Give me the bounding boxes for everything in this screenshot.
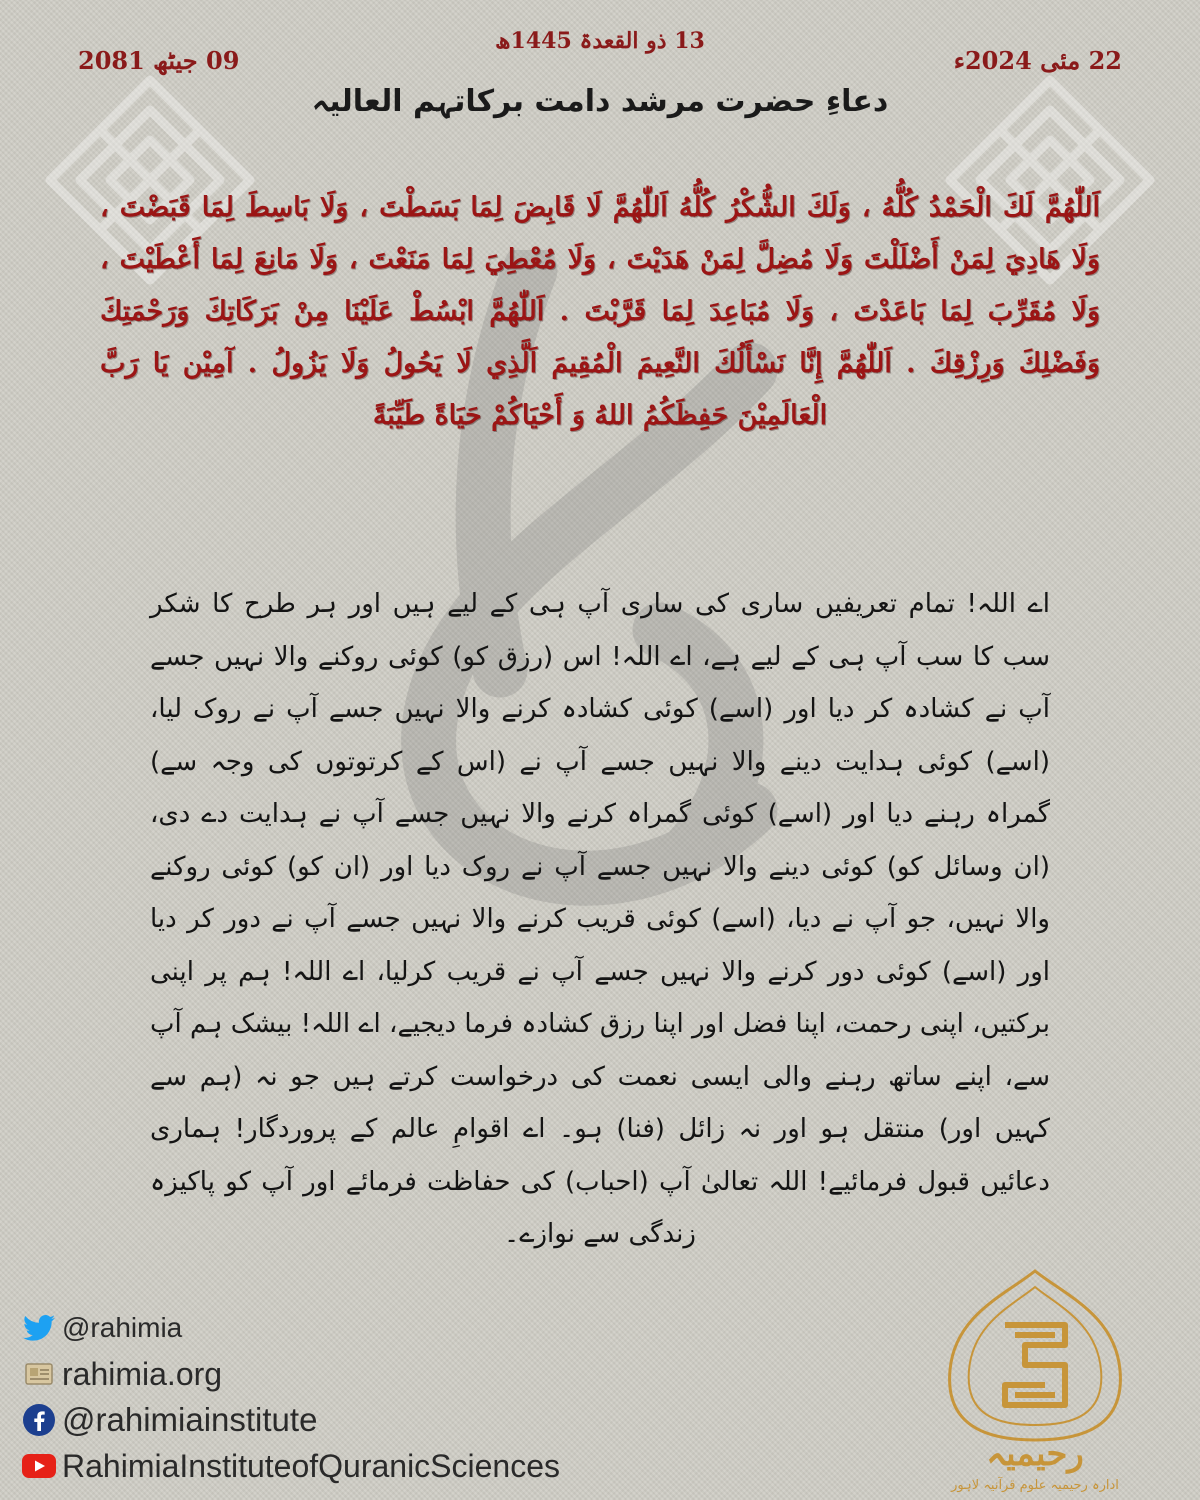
- logo-wordmark: رحیمیہ: [986, 1434, 1084, 1474]
- twitter-bird-icon: [22, 1311, 56, 1345]
- facebook-link[interactable]: [22, 1397, 722, 1443]
- social-links: [22, 1305, 722, 1489]
- facebook-icon: [22, 1403, 56, 1437]
- twitter-handle: @rahimia: [62, 1312, 183, 1343]
- rahimia-institute-logo: [905, 1265, 1165, 1495]
- web-icon: [22, 1357, 56, 1391]
- logo-subtitle: ادارہ رحیمیہ علوم قرآنیہ لاہور: [951, 1478, 1119, 1493]
- dua-arabic-text: اَللّٰهُمَّ لَكَ الْحَمْدُ كُلُّهُ ، وَلَكَ الشُّكْرُ كُلُّهُ اَللّٰهُمَّ لَا قَابِضَ لِمَا بَسَطْتَ ، وَلَا بَاسِطَ لِمَا قَبَضْتَ ، وَلَا هَادِيَ لِمَنْ أَضْلَلْتَ وَلَا مُضِلَّ لِمَنْ هَدَيْتَ ، وَلَا مُعْطِيَ لِمَا مَنَعْتَ ، وَلَا مَانِعَ لِمَا أَعْطَيْتَ ، وَلَا مُقَرِّبَ لِمَا بَاعَدْتَ ، وَلَا مُبَاعِدَ لِمَا قَرَّبْتَ . اَللّٰهُمَّ ابْسُطْ عَلَيْنَا مِنْ بَرَكَاتِكَ وَرَحْمَتِكَ وَفَضْلِكَ وَرِزْقِكَ . اَللّٰهُمَّ إِنَّا نَسْأَلُكَ النَّعِيمَ الْمُقِيمَ اَلَّذِي لَا يَحُولُ وَلَا يَزُولُ . آمِيْن يَا رَبَّ الْعَالَمِيْنَ حَفِظَكُمُ اللهُ وَ أَحْيَاكُمْ حَيَاةً طَيِّبَةً: [100, 192, 1100, 431]
- twitter-link[interactable]: [22, 1305, 722, 1351]
- page-title: دعاءِ حضرت مرشد دامت برکاتہم العالیہ: [311, 84, 889, 119]
- gregorian-date: 22 مئی 2024ء: [953, 46, 1122, 75]
- hijri-date: 13 ذو القعدۃ 1445ھ: [495, 28, 705, 54]
- youtube-link[interactable]: [22, 1443, 722, 1489]
- youtube-channel: RahimiaInstituteofQuranicSciences: [62, 1447, 561, 1484]
- website-link[interactable]: [22, 1351, 722, 1397]
- website-url: rahimia.org: [62, 1355, 223, 1392]
- urdu-translation: اے اللہ! تمام تعریفیں ساری کی ساری آپ ہی کے لیے ہیں اور ہر طرح کا شکر سب کا سب آپ ہی کے لیے ہے، اے اللہ! اس (رزق کو) کوئی روکنے والا نہیں جسے آپ نے کشادہ کر دیا اور (اسے) کوئی کشادہ کرنے والا نہیں جسے آپ نے روک لیا، (اسے) کوئی ہدایت دینے والا نہیں جسے آپ نے (اس کے کرتوتوں کی وجہ سے) گمراہ رہنے دیا اور (اسے) کوئی گمراہ کرنے والا نہیں جسے آپ نے ہدایت دے دی، (ان وسائل کو) کوئی دینے والا نہیں جسے آپ نے روک دیا اور (ان کو) کوئی روکنے والا نہیں، جو آپ نے دیا، (اسے) کوئی قریب کرنے والا نہیں جسے آپ نے دور کر دیا اور (اسے) کوئی دور کرنے والا نہیں جسے آپ نے قریب کرلیا، اے اللہ! ہم پر اپنی برکتیں، اپنی رحمت، اپنا فضل اور اپنا رزق کشادہ فرما دیجیے، اے اللہ! بیشک ہم آپ سے، اپنے ساتھ رہنے والی ایسی نعمت کی درخواست کرتے ہیں جو نہ (ہم سے کہیں اور) منتقل ہو اور نہ زائل (فنا) ہو۔ اے اقوامِ عالم کے پروردگار! ہماری دعائیں قبول فرمائیے! اللہ تعالیٰ آپ (احباب) کی حفاظت فرمائے اور آپ کو پاکیزہ زندگی سے نوازے۔: [150, 589, 1050, 1249]
- facebook-handle: @rahimiainstitute: [62, 1401, 318, 1438]
- youtube-icon: [22, 1449, 56, 1483]
- bikrami-date: 09 جیٹھ 2081: [78, 46, 240, 75]
